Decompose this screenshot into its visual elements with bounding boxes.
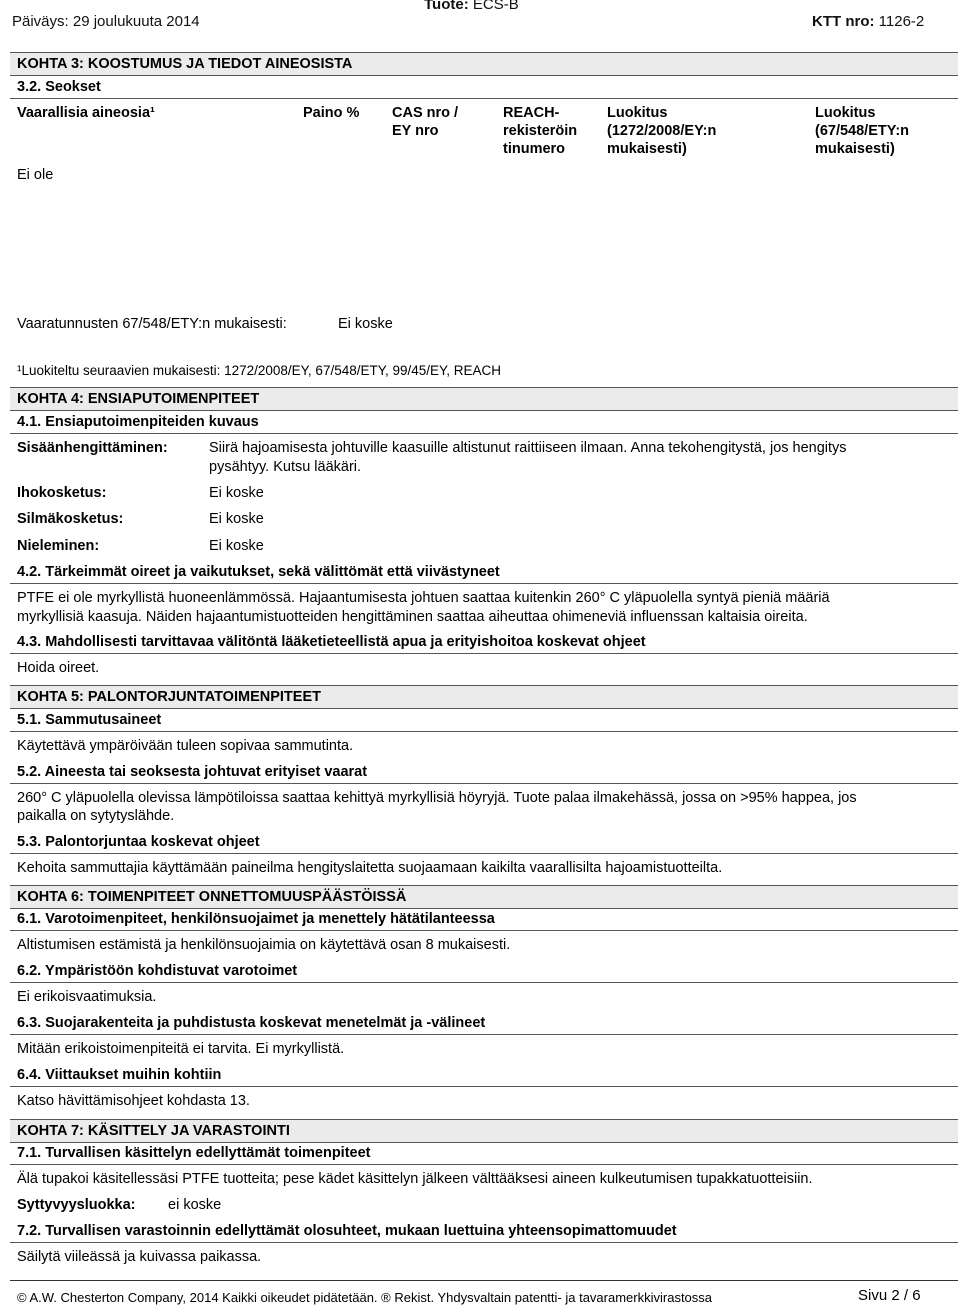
- section-7-header: [10, 1119, 958, 1143]
- ktt-field: [812, 13, 924, 30]
- divider: [10, 783, 958, 784]
- firefighting-text: Kehoita sammuttajia käyttämään paineilma hengityslaitetta suojaamaan kaikilta vaarallisilta hajoamistuotteilta.: [17, 860, 723, 876]
- section-6-header: [10, 885, 958, 909]
- divider: [10, 1034, 958, 1035]
- date-label: Päiväys:: [12, 13, 69, 30]
- subsection-4-2: 4.2. Tärkeimmät oireet ja vaikutukset, sekä välittömät että viivästyneet: [17, 564, 500, 580]
- divider: [10, 653, 958, 654]
- inhalation-value-line1: Siirä hajoamisesta johtuville kaasuille altistunut raittiiseen ilmaan. Anna tekohengitystä, jos hengitys: [209, 440, 847, 456]
- divider: [10, 982, 958, 983]
- ingestion-label: Nieleminen:: [17, 538, 100, 554]
- section-5-title: KOHTA 5: PALONTORJUNTATOIMENPITEET: [17, 689, 321, 705]
- hazard-label: Vaaratunnusten 67/548/ETY:n mukaisesti:: [17, 316, 287, 332]
- subsection-6-1: 6.1. Varotoimenpiteet, henkilönsuojaimet ja menettely hätätilanteessa: [17, 911, 495, 927]
- skin-contact-label: Ihokosketus:: [17, 485, 107, 501]
- divider: [10, 1242, 958, 1243]
- handling-text: Älä tupakoi käsitellessäsi PTFE tuotteita; pese kädet käsittelyn jälkeen välttääksesi aineen kulkeutumisen tupakkatuotteisiin.: [17, 1171, 813, 1187]
- table-row: Ei ole: [17, 167, 54, 183]
- divider: [10, 1086, 958, 1087]
- precautions-text: Altistumisen estämistä ja henkilönsuojaimia on käytettävä osan 8 mukaisesti.: [17, 937, 511, 953]
- section-5-header: [10, 685, 958, 709]
- product-value: ECS-B: [472, 0, 519, 13]
- special-hazards-text-line1: 260° C yläpuolella olevissa lämpötiloissa saattaa kehittyä myrkyllisiä höyryjä. Tuote palaa ilmakehässä, jossa on >95% happea, jos: [17, 790, 857, 806]
- divider: [10, 731, 958, 732]
- storage-text: Säilytä viileässä ja kuivassa paikassa.: [17, 1249, 262, 1265]
- subsection-4-1: 4.1. Ensiaputoimenpiteiden kuvaus: [17, 414, 259, 430]
- footer-copyright: © A.W. Chesterton Company, 2014 Kaikki oikeudet pidätetään. ® Rekist. Yhdysvaltain patentti- ja tavaramerkkivirastossa: [17, 1290, 713, 1305]
- divider: [10, 98, 958, 99]
- divider: [10, 853, 958, 854]
- page-number: Sivu 2 / 6: [858, 1287, 921, 1304]
- subsection-5-2: 5.2. Aineesta tai seoksesta johtuvat erityiset vaarat: [17, 764, 368, 780]
- flammability-label: Syttyvyysluokka:: [17, 1197, 136, 1213]
- eye-contact-value: Ei koske: [209, 511, 264, 527]
- date-value: 29 joulukuuta 2014: [72, 13, 200, 30]
- classification-footnote: ¹Luokiteltu seuraavien mukaisesti: 1272/2008/EY, 67/548/ETY, 99/45/EY, REACH: [17, 363, 502, 378]
- col-header-cas: CAS nro / EY nro: [392, 105, 459, 139]
- section-4-title: KOHTA 4: ENSIAPUTOIMENPITEET: [17, 391, 260, 407]
- section-6-title: KOHTA 6: TOIMENPITEET ONNETTOMUUSPÄÄSTÖISSÄ: [17, 889, 407, 905]
- symptoms-text-line1: PTFE ei ole myrkyllistä huoneenlämmössä. Hajaantumisesta johtuen saattaa kuitenkin 260° C yläpuolella syntyä pieniä määriä: [17, 590, 830, 606]
- ingestion-value: Ei koske: [209, 538, 264, 554]
- subsection-3-2: 3.2. Seokset: [17, 79, 101, 95]
- symptoms-text-line2: myrkyllisiä kaasuja. Näiden hajaantumistuotteiden hengittäminen saattaa aiheuttaa ohimeneviä influenssan kaltaisia oireita.: [17, 609, 808, 625]
- section-4-header: [10, 387, 958, 411]
- hazard-value: Ei koske: [338, 316, 393, 332]
- col-header-class-1272: Luokitus (1272/2008/EY:n mukaisesti): [607, 105, 717, 157]
- section-3-header: [10, 52, 958, 76]
- subsection-7-2: 7.2. Turvallisen varastoinnin edellyttämät olosuhteet, mukaan luettuina yhteensopimattomuudet: [17, 1223, 677, 1239]
- subsection-6-3: 6.3. Suojarakenteita ja puhdistusta koskevat menetelmät ja -välineet: [17, 1015, 486, 1031]
- medical-text: Hoida oireet.: [17, 660, 100, 676]
- extinguishing-text: Käytettävä ympäröivään tuleen sopivaa sammutinta.: [17, 738, 354, 754]
- footer-divider: [10, 1280, 958, 1281]
- subsection-6-4: 6.4. Viittaukset muihin kohtiin: [17, 1067, 222, 1083]
- references-text: Katso hävittämisohjeet kohdasta 13.: [17, 1093, 250, 1109]
- col-header-weight: Paino %: [303, 105, 360, 121]
- special-hazards-text-line2: paikalla on sytytyslähde.: [17, 808, 175, 824]
- subsection-4-3: 4.3. Mahdollisesti tarvittavaa välitöntä lääketieteellistä apua ja erityishoitoa koskevat ohjeet: [17, 634, 646, 650]
- divider: [10, 930, 958, 931]
- subsection-5-1: 5.1. Sammutusaineet: [17, 712, 162, 728]
- product-field: [424, 0, 519, 13]
- ktt-value: 1126-2: [878, 13, 925, 30]
- subsection-6-2: 6.2. Ympäristöön kohdistuvat varotoimet: [17, 963, 298, 979]
- subsection-5-3: 5.3. Palontorjuntaa koskevat ohjeet: [17, 834, 260, 850]
- inhalation-value-line2: pysähtyy. Kutsu lääkäri.: [209, 459, 362, 475]
- divider: [10, 433, 958, 434]
- inhalation-label: Sisäänhengittäminen:: [17, 440, 168, 456]
- ktt-label: KTT nro:: [812, 13, 875, 30]
- product-label: Tuote:: [424, 0, 469, 13]
- eye-contact-label: Silmäkosketus:: [17, 511, 124, 527]
- col-header-ingredients: Vaarallisia aineosia¹: [17, 105, 155, 121]
- subsection-7-1: 7.1. Turvallisen käsittelyn edellyttämät toimenpiteet: [17, 1145, 371, 1161]
- cleanup-text: Mitään erikoistoimenpiteitä ei tarvita. Ei myrkyllistä.: [17, 1041, 345, 1057]
- skin-contact-value: Ei koske: [209, 485, 264, 501]
- flammability-value: ei koske: [168, 1197, 222, 1213]
- col-header-class-67548: Luokitus (67/548/ETY:n mukaisesti): [815, 105, 910, 157]
- divider: [10, 1164, 958, 1165]
- divider: [10, 583, 958, 584]
- section-7-title: KOHTA 7: KÄSITTELY JA VARASTOINTI: [17, 1123, 290, 1139]
- environmental-text: Ei erikoisvaatimuksia.: [17, 989, 157, 1005]
- section-3-title: KOHTA 3: KOOSTUMUS JA TIEDOT AINEOSISTA: [17, 56, 353, 72]
- date-field: [12, 13, 200, 30]
- col-header-reach: REACH- rekisteröin tinumero: [503, 105, 578, 157]
